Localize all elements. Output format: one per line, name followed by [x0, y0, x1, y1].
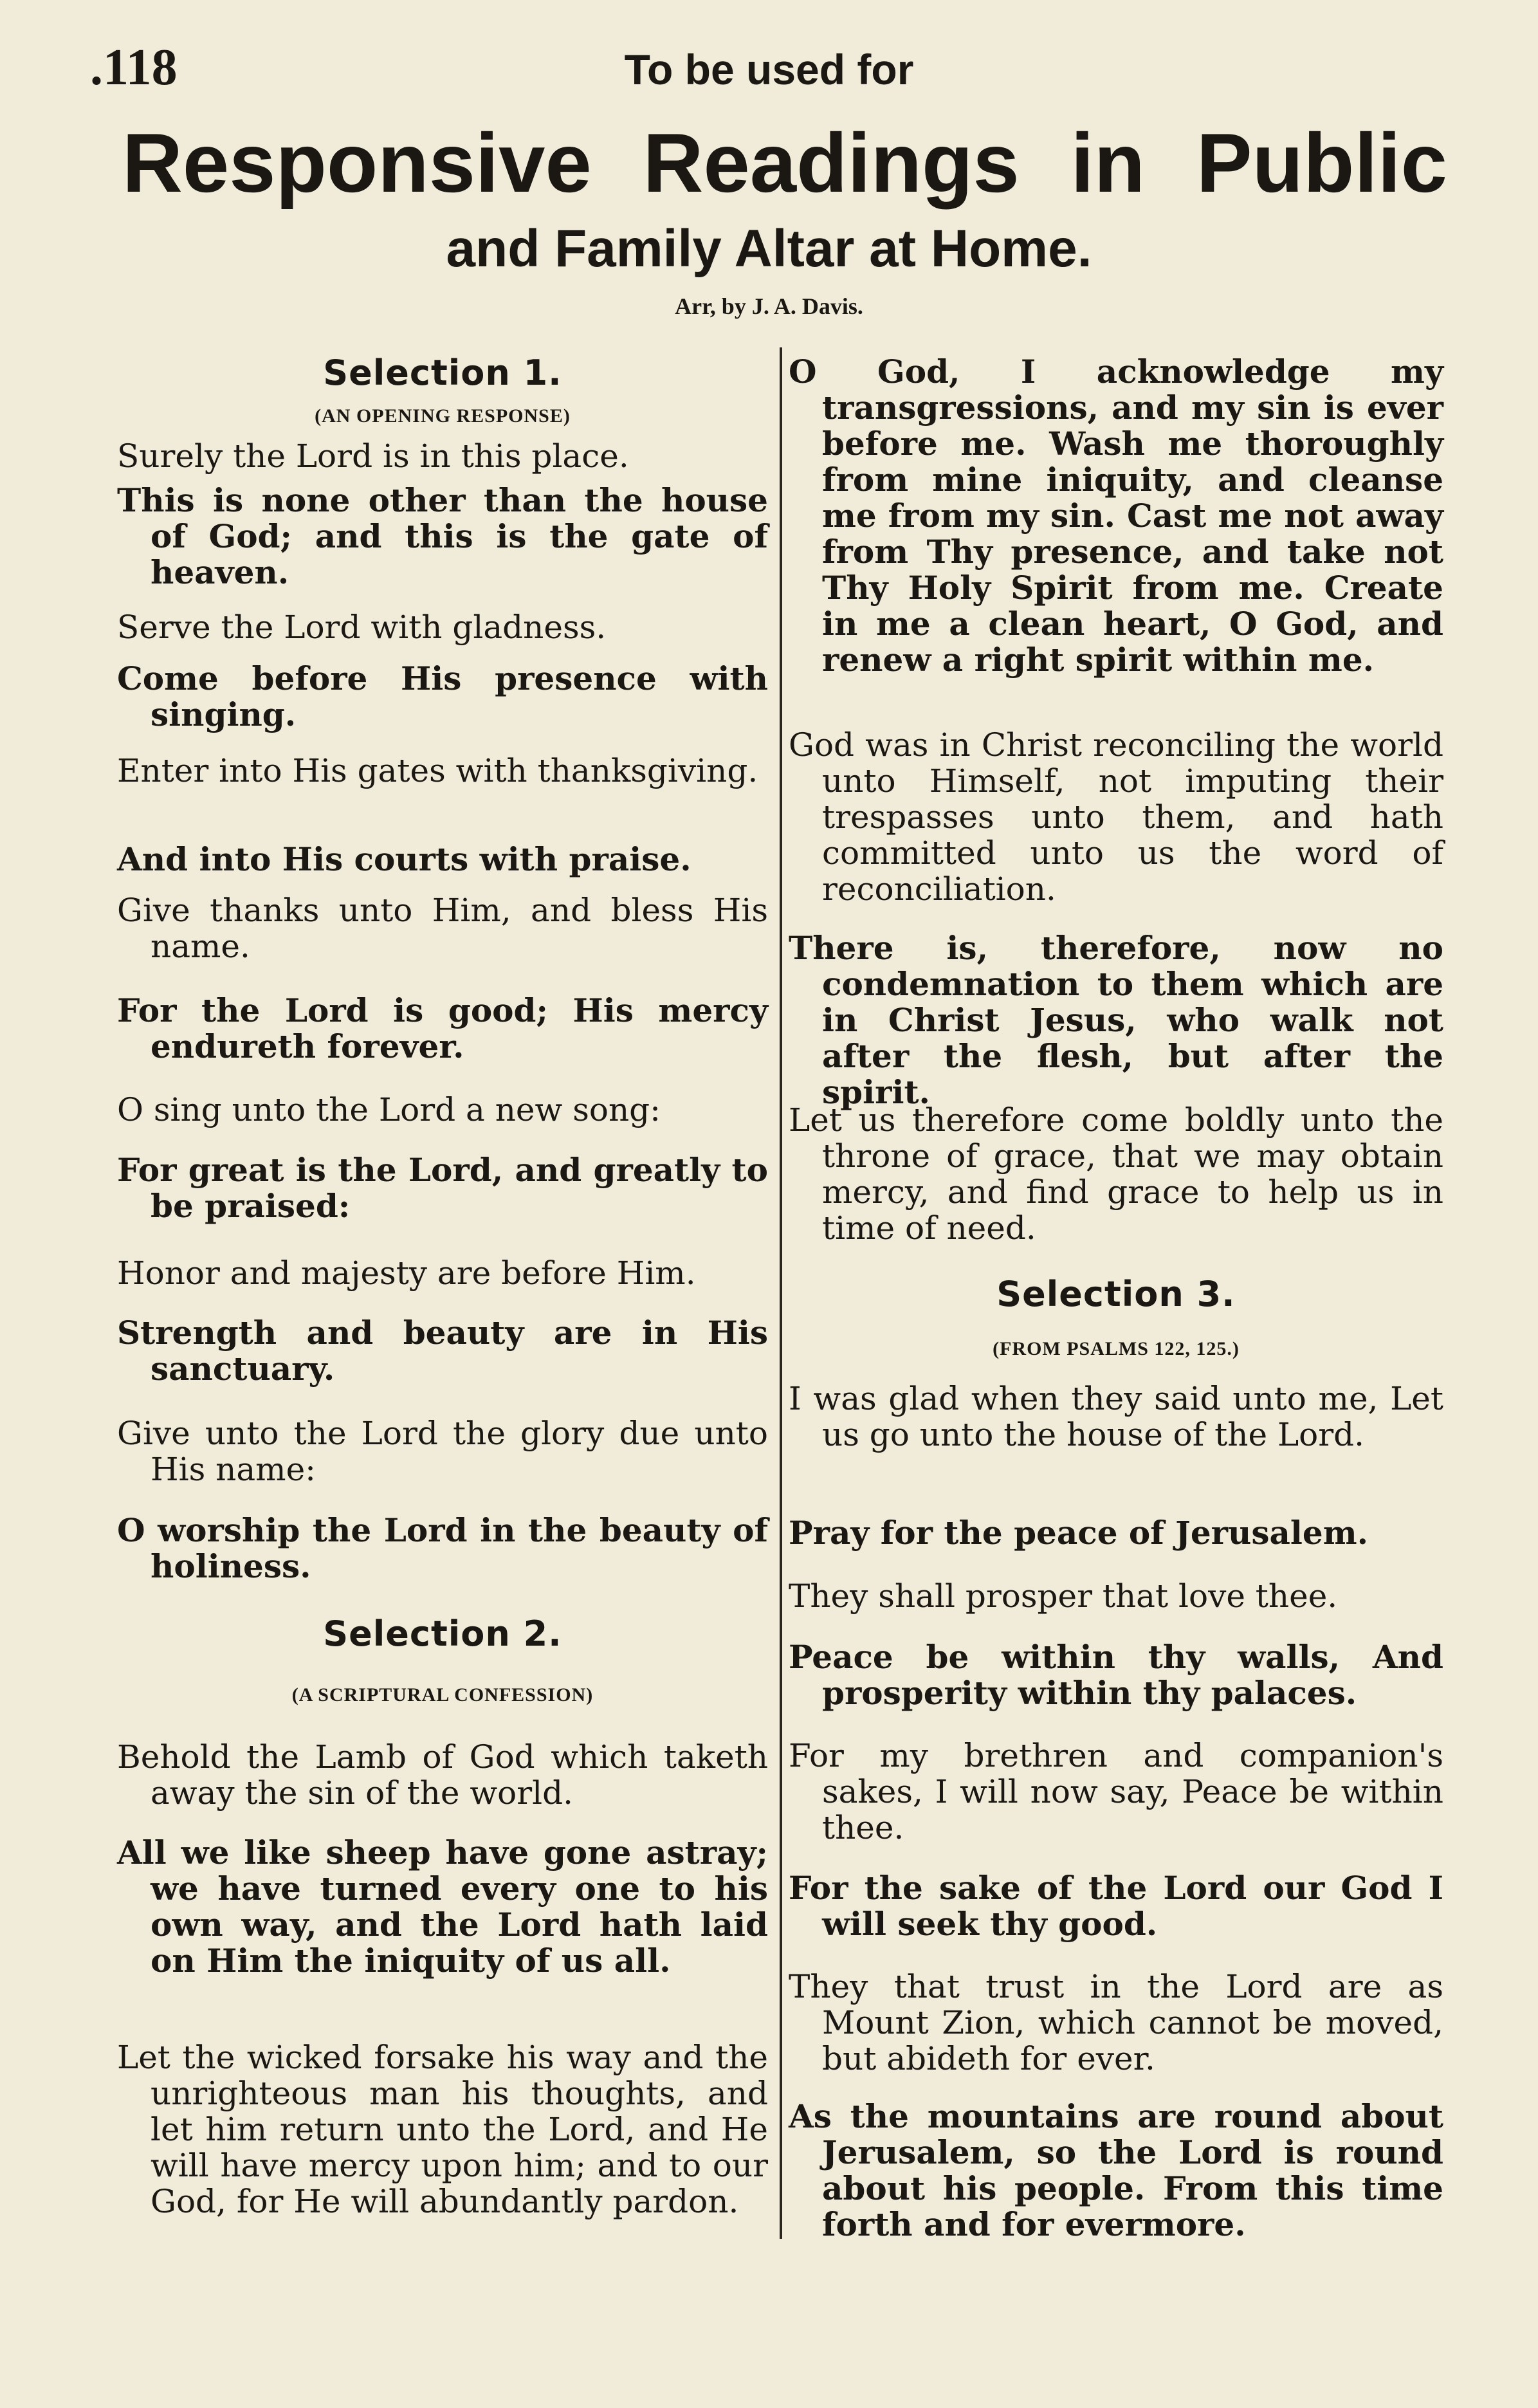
response-line: There is, therefore, now no condemnation to them which are in Christ Jesus, who walk not after the flesh, but after the spirit.	[789, 929, 1443, 1111]
response-line: For great is the Lord, and greatly to be praised:	[117, 1151, 768, 1225]
reading-line: Surely the Lord is in this place.	[117, 437, 629, 475]
title-word: in	[1070, 116, 1146, 210]
arranger-credit: Arr, by J. A. Davis.	[675, 293, 863, 319]
reading-line: Give thanks unto Him, and bless His name.	[117, 892, 768, 965]
selection-1-heading: Selection 1.	[323, 353, 562, 393]
selection-1-subheading: (AN OPENING RESPONSE)	[315, 405, 571, 427]
response-line: For the sake of the Lord our God I will seek thy good.	[789, 1869, 1443, 1943]
response-line: O worship the Lord in the beauty of holiness.	[117, 1511, 768, 1585]
reading-line: For my brethren and companion's sakes, I will now say, Peace be within thee.	[789, 1737, 1443, 1846]
reading-line: They shall prosper that love thee.	[789, 1577, 1338, 1615]
selection-2-subheading: (A SCRIPTURAL CONFESSION)	[291, 1684, 594, 1705]
selection-2-heading: Selection 2.	[323, 1613, 562, 1654]
response-line: O God, I acknowledge my transgressions, and my sin is ever before me. Wash me thoroughly from mine iniquity, and cleanse me from my sin. Cast me not away from Thy presence, and take not Thy Holy Spirit from me. Create in me a clean heart, O God, and renew a right spirit within me.	[789, 353, 1443, 679]
running-header: To be used for	[624, 46, 914, 93]
response-line: Come before His presence with singing.	[117, 659, 768, 733]
reading-line: God was in Christ reconciling the world unto Himself, not imputing their trespasses unto them, and hath committed unto us the word of reconciliation.	[789, 726, 1443, 908]
reading-line: O sing unto the Lord a new song:	[117, 1091, 661, 1128]
title-word: Public	[1196, 116, 1447, 210]
reading-line: Honor and majesty are before Him.	[117, 1255, 696, 1292]
response-line: Peace be within thy walls, And prosperity within thy palaces.	[789, 1638, 1443, 1712]
page-subtitle: and Family Altar at Home.	[446, 219, 1092, 278]
response-line: This is none other than the house of God; and this is the gate of heaven.	[117, 481, 768, 591]
reading-line: Let us therefore come boldly unto the throne of grace, that we may obtain mercy, and find grace to help us in time of need.	[789, 1101, 1443, 1247]
column-divider	[780, 347, 782, 2239]
response-line: As the mountains are round about Jerusalem, so the Lord is round about his people. From this time forth and for evermore.	[789, 2097, 1443, 2243]
page-title	[122, 115, 1447, 211]
reading-line: Let the wicked forsake his way and the unrighteous man his thoughts, and let him return unto the Lord, and He will have mercy upon him; and to our God, for He will abundantly pardon.	[117, 2039, 768, 2220]
reading-line: Give unto the Lord the glory due unto His name:	[117, 1415, 768, 1488]
reading-line: Enter into His gates with thanksgiving.	[117, 752, 758, 789]
reading-line: They that trust in the Lord are as Mount Zion, which cannot be moved, but abideth for ever.	[789, 1968, 1443, 2077]
page-number: .118	[90, 39, 178, 96]
title-word: Readings	[643, 116, 1020, 210]
response-line: And into His courts with praise.	[117, 840, 691, 878]
reading-line: Behold the Lamb of God which taketh away the sin of the world.	[117, 1738, 768, 1812]
response-line: For the Lord is good; His mercy endureth forever.	[117, 991, 768, 1065]
selection-3-heading: Selection 3.	[996, 1274, 1236, 1314]
selection-3-subheading: (FROM PSALMS 122, 125.)	[993, 1338, 1240, 1359]
reading-line: I was glad when they said unto me, Let us go unto the house of the Lord.	[789, 1380, 1443, 1453]
reading-line: Serve the Lord with gladness.	[117, 609, 607, 646]
response-line: All we like sheep have gone astray; we have turned every one to his own way, and the Lord hath laid on Him the iniquity of us all.	[117, 1834, 768, 1980]
response-line: Strength and beauty are in His sanctuary.	[117, 1314, 768, 1388]
response-line: Pray for the peace of Jerusalem.	[789, 1514, 1369, 1552]
title-word: Responsive	[122, 116, 592, 210]
